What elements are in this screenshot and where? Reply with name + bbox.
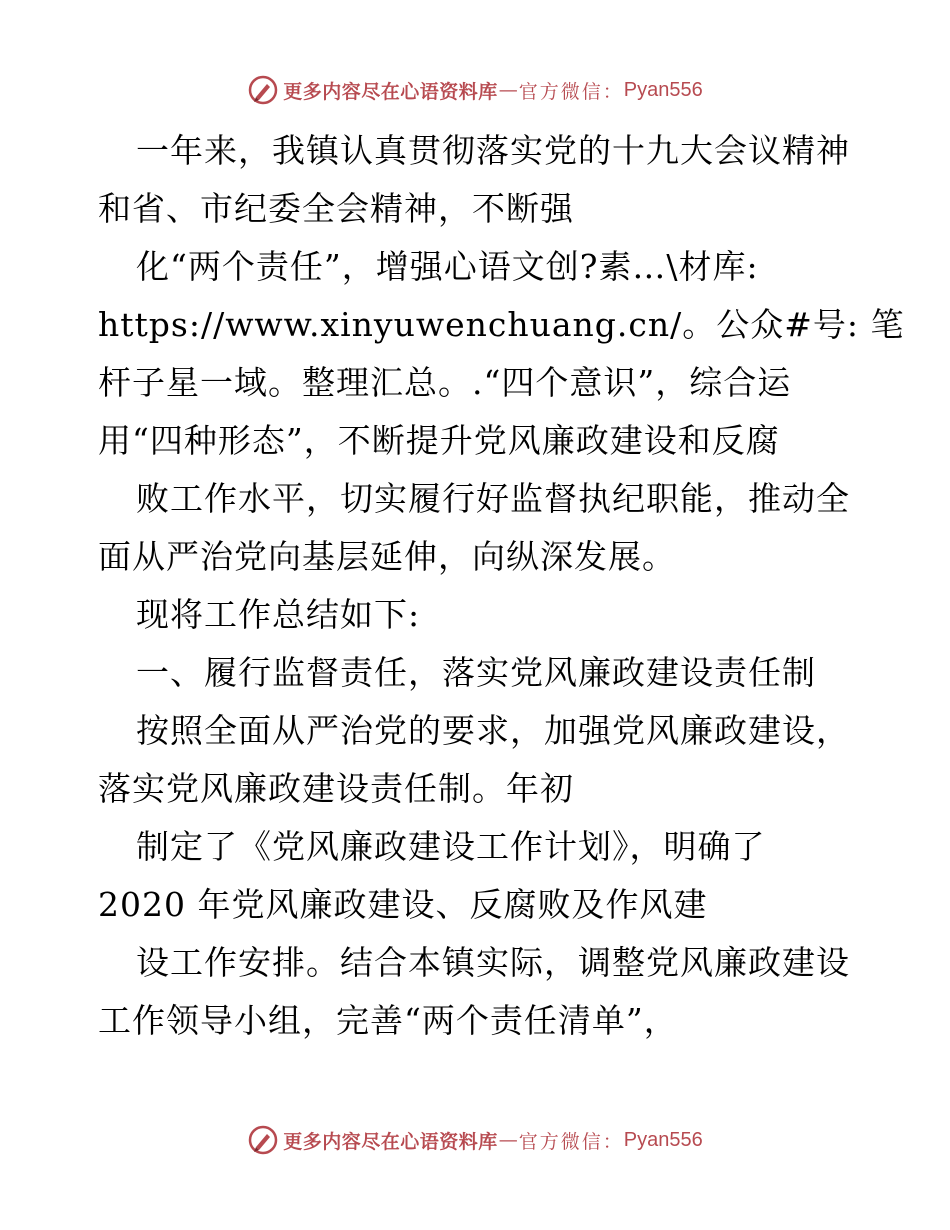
banner-official-label: 官方微信： — [518, 1130, 624, 1153]
text-line: 落实党风廉政建设责任制。年初 — [98, 769, 574, 808]
banner-separator: — — [498, 79, 518, 101]
text-line: 一年来，我镇认真贯彻落实党的十九大会议精神 — [136, 131, 850, 170]
footer-banner — [0, 1120, 950, 1160]
header-banner — [0, 70, 950, 110]
text-line: 和省、市纪委全会精神，不断强 — [98, 189, 574, 228]
text-line: https://www.xinyuwenchuang.cn/。公众#号: 笔 — [98, 305, 905, 344]
text-line: 2020 年党风廉政建设、反腐败及作风建 — [98, 885, 708, 924]
text-line: 工作领导小组，完善“两个责任清单”， — [98, 1001, 678, 1040]
banner-wechat-id: Pyan556 — [623, 1128, 703, 1151]
section-heading: 一、履行监督责任，落实党风廉政建设责任制 — [136, 653, 816, 692]
pen-logo-icon — [247, 1124, 279, 1156]
text-line: 杆子星一域。整理汇总。.“四个意识”，综合运 — [98, 363, 792, 402]
banner-official-label: 官方微信： — [518, 80, 624, 103]
text-line: 现将工作总结如下: — [136, 595, 421, 634]
banner-wechat-id: Pyan556 — [623, 78, 703, 101]
text-line: 设工作安排。结合本镇实际，调整党风廉政建设 — [136, 943, 850, 982]
text-line: 用“四种形态”，不断提升党风廉政建设和反腐 — [98, 421, 780, 460]
banner-brand-text: 更多内容尽在心语资料库 — [283, 1130, 498, 1153]
text-line: 制定了《党风廉政建设工作计划》，明确了 — [136, 827, 766, 866]
banner-separator: — — [498, 1129, 518, 1151]
text-line: 败工作水平，切实履行好监督执纪职能，推动全 — [136, 479, 850, 518]
text-line: 面从严治党向基层延伸，向纵深发展。 — [98, 537, 676, 576]
document-body — [98, 122, 905, 1050]
text-line: 化“两个责任”，增强心语文创?素…\材库: — [136, 247, 759, 286]
text-line: 按照全面从严治党的要求，加强党风廉政建设， — [136, 711, 850, 750]
pen-logo-icon — [247, 74, 279, 106]
banner-brand-text: 更多内容尽在心语资料库 — [283, 80, 498, 103]
